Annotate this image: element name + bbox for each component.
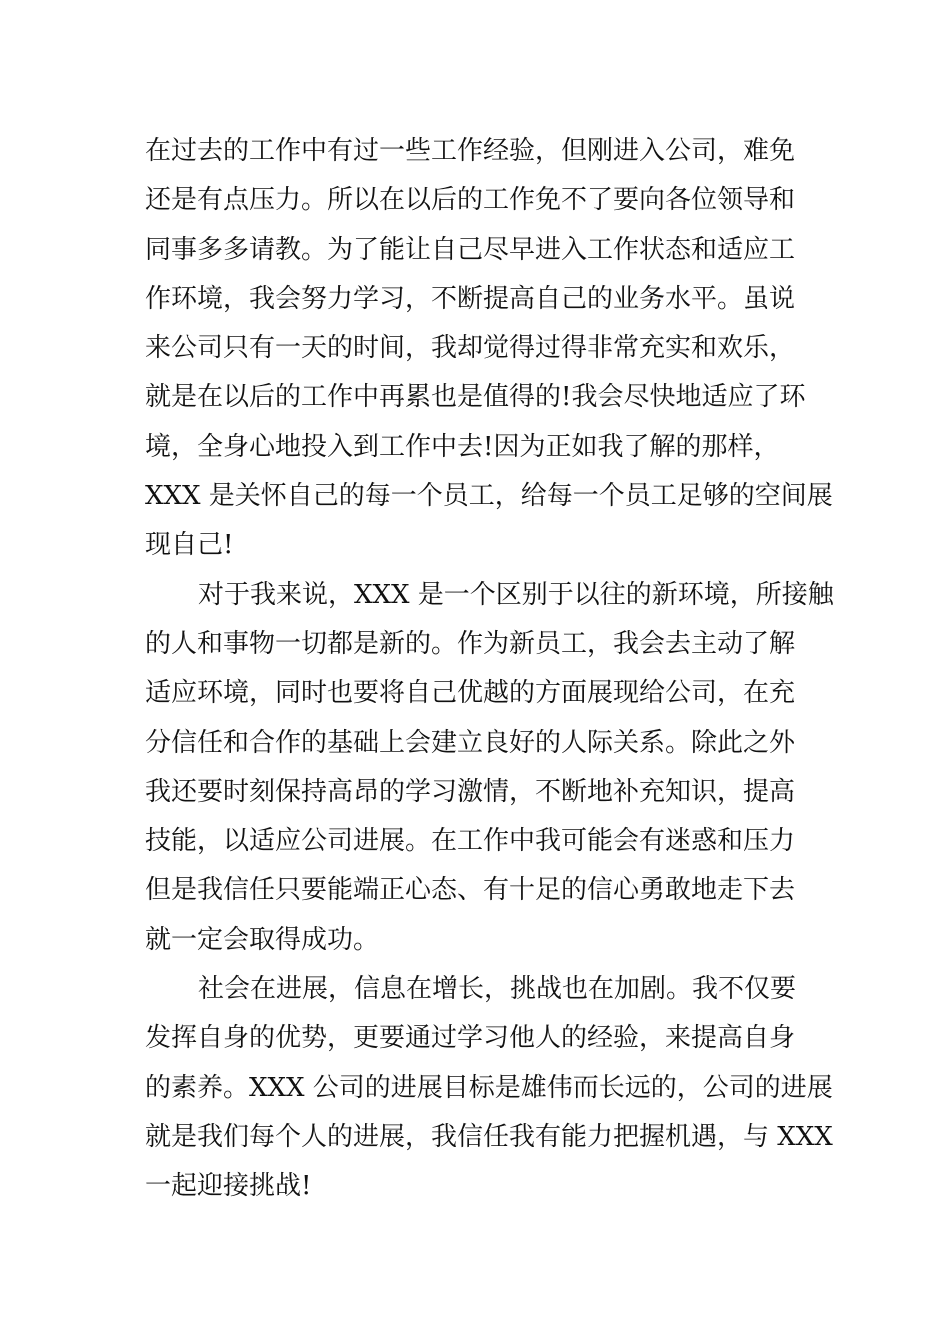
text-line: 还是有点压力。所以在以后的工作免不了要向各位领导和 (145, 185, 796, 216)
text-line: 的素养。XXX 公司的进展目标是雄伟而长远的，公司的进展 (145, 1072, 833, 1103)
text-line: 作环境，我会努力学习，不断提高自己的业务水平。虽说 (145, 283, 796, 314)
text-line: 社会在进展，信息在增长，挑战也在加剧。我不仅要 (198, 974, 797, 1005)
paragraph-3 (145, 965, 833, 1211)
text-line: 技能，以适应公司进展。在工作中我可能会有迷惑和压力 (145, 826, 796, 857)
text-line: 来公司只有一天的时间，我却觉得过得非常充实和欢乐， (145, 333, 796, 364)
document-body (145, 127, 834, 1212)
text-line: 我还要时刻保持高昂的学习激情，不断地补充知识，提高 (145, 776, 796, 807)
text-line: 发挥自身的优势，更要通过学习他人的经验，来提高自身 (145, 1023, 796, 1054)
text-line: 就一定会取得成功。 (145, 924, 380, 955)
text-line: 就是我们每个人的进展，我信任我有能力把握机遇，与 XXX (145, 1121, 833, 1152)
text-line: 对于我来说，XXX 是一个区别于以往的新环境，所接触 (198, 579, 834, 610)
text-line: 的人和事物一切都是新的。作为新员工，我会去主动了解 (145, 628, 796, 659)
text-line: 就是在以后的工作中再累也是值得的!我会尽快地适应了环 (145, 382, 806, 413)
text-line: 同事多多请教。为了能让自己尽早进入工作状态和适应工 (145, 234, 796, 265)
text-line: 在过去的工作中有过一些工作经验，但刚进入公司，难免 (145, 136, 796, 166)
text-line: 但是我信任只要能端正心态、有十足的信心勇敢地走下去 (145, 875, 796, 906)
text-line: 分信任和合作的基础上会建立良好的人际关系。除此之外 (145, 727, 796, 758)
text-line: XXX 是关怀自己的每一个员工，给每一个员工足够的空间展 (145, 481, 833, 512)
text-line: 境，全身心地投入到工作中去!因为正如我了解的那样， (145, 431, 780, 462)
paragraph-1 (145, 127, 833, 571)
text-line: 适应环境，同时也要将自己优越的方面展现给公司，在充 (145, 678, 796, 709)
text-line: 现自己! (145, 530, 234, 561)
text-line: 一起迎接挑战! (145, 1171, 312, 1202)
paragraph-2 (145, 571, 834, 965)
